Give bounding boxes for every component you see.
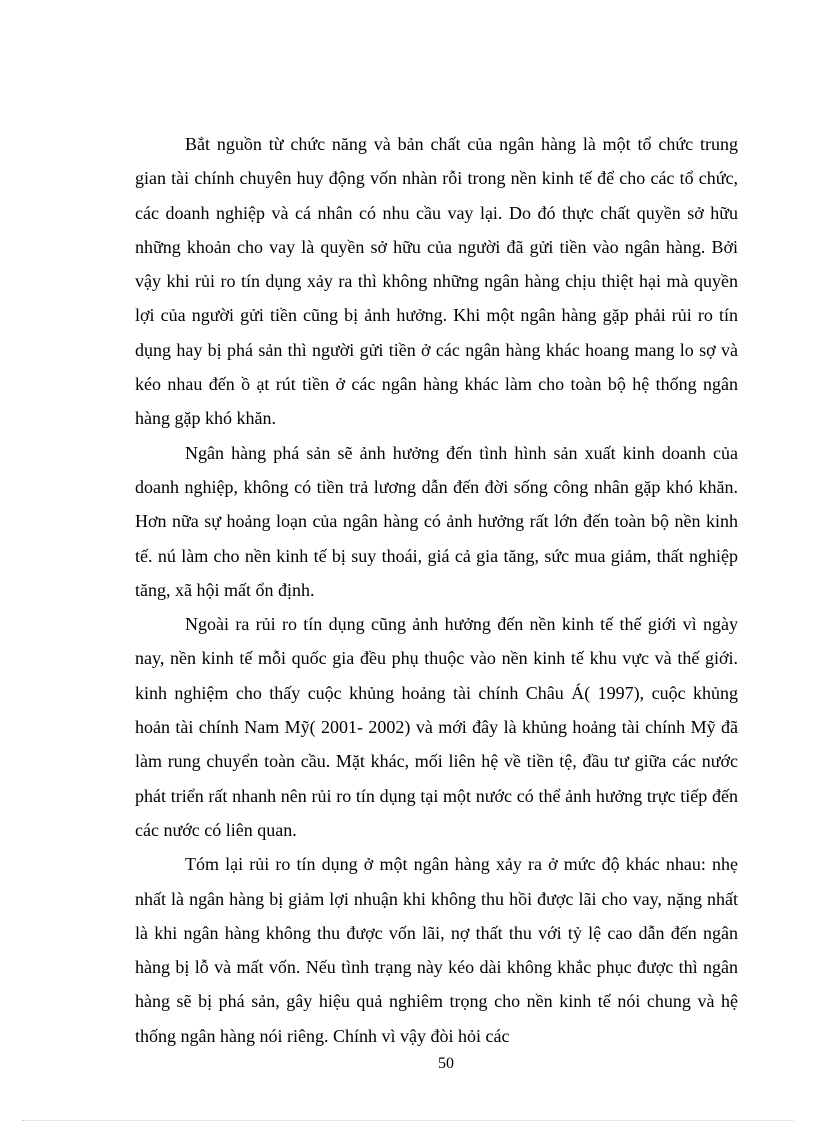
paragraph-2: Ngân hàng phá sản sẽ ảnh hưởng đến tình hình sản xuất kinh doanh của doanh nghiệp, không có tiền trả lương dẫn đến đời sống công nhân gặp khó khăn. Hơn nữa sự hoảng loạn của ngân hàng có ảnh hưởng rất lớn đến toàn bộ nền kinh tế. nú làm cho nền kinh tế bị suy thoái, giá cả gia tăng, sức mua giảm, thất nghiệp tăng, xã hội mất ổn định.	[135, 442, 738, 600]
page-number: 50	[438, 1055, 454, 1072]
body-text	[135, 127, 738, 1053]
page-bottom-divider	[22, 1120, 794, 1121]
paragraph-4: Tóm lại rủi ro tín dụng ở một ngân hàng xảy ra ở mức độ khác nhau: nhẹ nhất là ngân hàng bị giảm lợi nhuận khi không thu hồi được lãi cho vay, nặng nhất là khi ngân hàng không thu được vốn lãi, nợ thất thu với tỷ lệ cao dẫn đến ngân hàng bị lỗ và mất vốn. Nếu tình trạng này kéo dài không khắc phục được thì ngân hàng sẽ bị phá sản, gây hiệu quả nghiêm trọng cho nền kinh tế nói chung và hệ thống ngân hàng nói riêng. Chính vì vậy đòi hỏi các	[135, 854, 738, 1046]
paragraph-3: Ngoài ra rủi ro tín dụng cũng ảnh hưởng đến nền kinh tế thế giới vì ngày nay, nền kinh tế mỗi quốc gia đều phụ thuộc vào nền kinh tế khu vực và thế giới. kinh nghiệm cho thấy cuộc khủng hoảng tài chính Châu Á( 1997), cuộc khủng hoản tài chính Nam Mỹ( 2001- 2002) và mới đây là khủng hoảng tài chính Mỹ đã làm rung chuyển toàn cầu. Mặt khác, mối liên hệ về tiền tệ, đầu tư giữa các nước phát triển rất nhanh nên rủi ro tín dụng tại một nước có thể ảnh hưởng trực tiếp đến các nước có liên quan.	[135, 614, 738, 840]
paragraph-1: Bắt nguồn từ chức năng và bản chất của ngân hàng là một tổ chức trung gian tài chính chuyên huy động vốn nhàn rỗi trong nền kinh tế để cho các tổ chức, các doanh nghiệp và cá nhân có nhu cầu vay lại. Do đó thực chất quyền sở hữu những khoản cho vay là quyền sở hữu của người đã gửi tiền vào ngân hàng. Bởi vậy khi rủi ro tín dụng xảy ra thì không những ngân hàng chịu thiệt hại mà quyền lợi của người gửi tiền cũng bị ảnh hưởng. Khi một ngân hàng gặp phải rủi ro tín dụng hay bị phá sản thì người gửi tiền ở các ngân hàng khác hoang mang lo sợ và kéo nhau đến ồ ạt rút tiền ở các ngân hàng khác làm cho toàn bộ hệ thống ngân hàng gặp khó khăn.	[135, 134, 738, 429]
